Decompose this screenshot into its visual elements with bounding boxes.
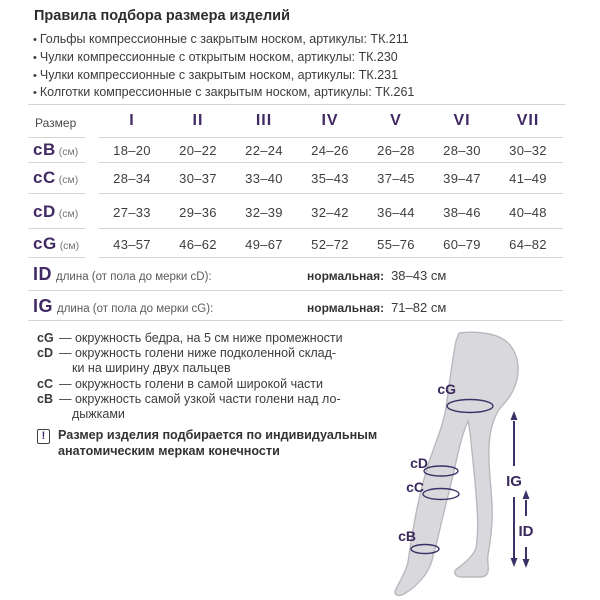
note-text: Размер изделия подбирается по индивидуальным xyxy=(58,428,378,442)
table-cell: 27–33 xyxy=(113,205,151,220)
table-cell: 24–26 xyxy=(311,143,349,158)
size-column-header: III xyxy=(255,112,273,129)
row-header-cD: cD (см) xyxy=(33,202,79,221)
product-item-label: Чулки компрессионные с закрытым носком, артикулы: ТК.231 xyxy=(39,67,399,82)
divider xyxy=(28,228,85,229)
product-item xyxy=(33,49,414,67)
diagram-label-cB: cB xyxy=(398,528,416,544)
table-cell: 28–34 xyxy=(113,171,151,186)
size-column-header: I xyxy=(129,112,135,129)
length-value-IG: нормальная: 71–82 см xyxy=(307,300,447,315)
product-item-label: Гольфы компрессионные с закрытым носком, артикулы: ТК.211 xyxy=(39,32,409,46)
arrow-down-icon xyxy=(511,558,518,567)
length-value-ID: нормальная: 38–43 см xyxy=(307,268,447,283)
page-title: Правила подбора размера изделий xyxy=(34,8,290,24)
row-header-cG: cG (см) xyxy=(33,234,80,253)
product-item xyxy=(33,67,414,85)
divider xyxy=(28,104,565,105)
product-item-label: Чулки компрессионные с открытым носком, артикулы: ТК.230 xyxy=(39,49,398,64)
table-cell: 20–22 xyxy=(179,143,217,158)
arrow-up-icon xyxy=(511,411,518,420)
divider xyxy=(28,162,85,163)
table-cell: 26–28 xyxy=(377,143,415,158)
bullet-icon: • xyxy=(33,87,37,100)
product-item xyxy=(33,84,414,102)
diagram-label-IG: IG xyxy=(506,473,522,490)
divider xyxy=(28,257,85,258)
table-cell: 49–67 xyxy=(245,237,283,252)
table-cell: 38–46 xyxy=(443,205,481,220)
diagram-label-ID: ID xyxy=(518,523,534,540)
legend-item-cC: cC — окружность голени в самой широкой части xyxy=(37,376,324,391)
bullet-icon: • xyxy=(33,34,37,46)
divider xyxy=(28,137,85,138)
diagram-label-cD: cD xyxy=(410,455,428,471)
divider xyxy=(28,193,85,194)
row-header-IG: IG длина (от пола до мерки cG): xyxy=(33,296,214,316)
table-cell: 64–82 xyxy=(509,237,547,252)
row-header-cB: cB (см) xyxy=(33,140,79,159)
size-column-header: VII xyxy=(516,112,540,129)
bullet-icon: • xyxy=(33,69,37,82)
table-cell: 41–49 xyxy=(509,171,547,186)
row-header-cC: cC (см) xyxy=(33,168,79,187)
table-cell: 37–45 xyxy=(377,171,415,186)
exclamation-icon: ! xyxy=(37,429,50,444)
table-cell: 32–39 xyxy=(245,205,283,220)
table-cell: 35–43 xyxy=(311,171,349,186)
legend-item-cD: cD — окружность голени ниже подколенной склад- ки на ширину двух пальцев xyxy=(37,346,337,376)
legend-item-cG: cG — окружность бедра, на 5 см ниже промежности xyxy=(37,331,343,345)
divider xyxy=(28,320,563,321)
table-cell: 43–57 xyxy=(113,237,151,252)
diagram-label-cG: cG xyxy=(437,381,456,397)
size-column-header: IV xyxy=(321,112,339,129)
table-cell: 40–48 xyxy=(509,205,547,220)
table-cell: 36–44 xyxy=(377,205,415,220)
table-cell: 28–30 xyxy=(443,143,481,158)
leg-measurement-diagram xyxy=(376,322,600,600)
divider xyxy=(99,137,563,138)
measurement-legend xyxy=(37,331,343,422)
table-cell: 52–72 xyxy=(311,237,349,252)
note-text: анатомическим меркам конечности xyxy=(58,444,280,459)
product-list xyxy=(33,31,414,102)
table-cell: 60–79 xyxy=(443,237,481,252)
arrow-down-icon xyxy=(523,559,530,568)
arrow-up-icon xyxy=(523,490,530,499)
bullet-icon: • xyxy=(33,51,37,64)
table-cell: 39–47 xyxy=(443,171,481,186)
product-item-label: Колготки компрессионные с закрытым носком, артикулы: ТК.261 xyxy=(39,85,415,100)
size-column-header: VI xyxy=(453,112,471,129)
table-cell: 29–36 xyxy=(179,205,217,220)
size-column-header: II xyxy=(192,112,204,129)
diagram-label-cC: cC xyxy=(406,479,424,495)
divider xyxy=(99,193,563,194)
table-cell: 30–32 xyxy=(509,143,547,158)
table-cell: 55–76 xyxy=(377,237,415,252)
divider xyxy=(99,162,563,163)
table-cell: 30–37 xyxy=(179,171,217,186)
table-cell: 33–40 xyxy=(245,171,283,186)
legend-item-cB: cB — окружность самой узкой части голени над ло- дыжками xyxy=(37,391,341,422)
column-header-size: Размер xyxy=(35,116,77,130)
divider xyxy=(99,228,563,229)
row-header-ID: ID длина (от пола до мерки cD): xyxy=(33,264,212,284)
divider xyxy=(99,257,563,258)
table-cell: 18–20 xyxy=(113,143,151,158)
size-column-header: V xyxy=(390,112,402,129)
product-item xyxy=(33,31,414,49)
table-cell: 32–42 xyxy=(311,205,349,220)
table-cell: 22–24 xyxy=(245,143,283,158)
fitting-note xyxy=(37,427,377,459)
divider xyxy=(28,290,563,291)
table-cell: 46–62 xyxy=(179,237,217,252)
